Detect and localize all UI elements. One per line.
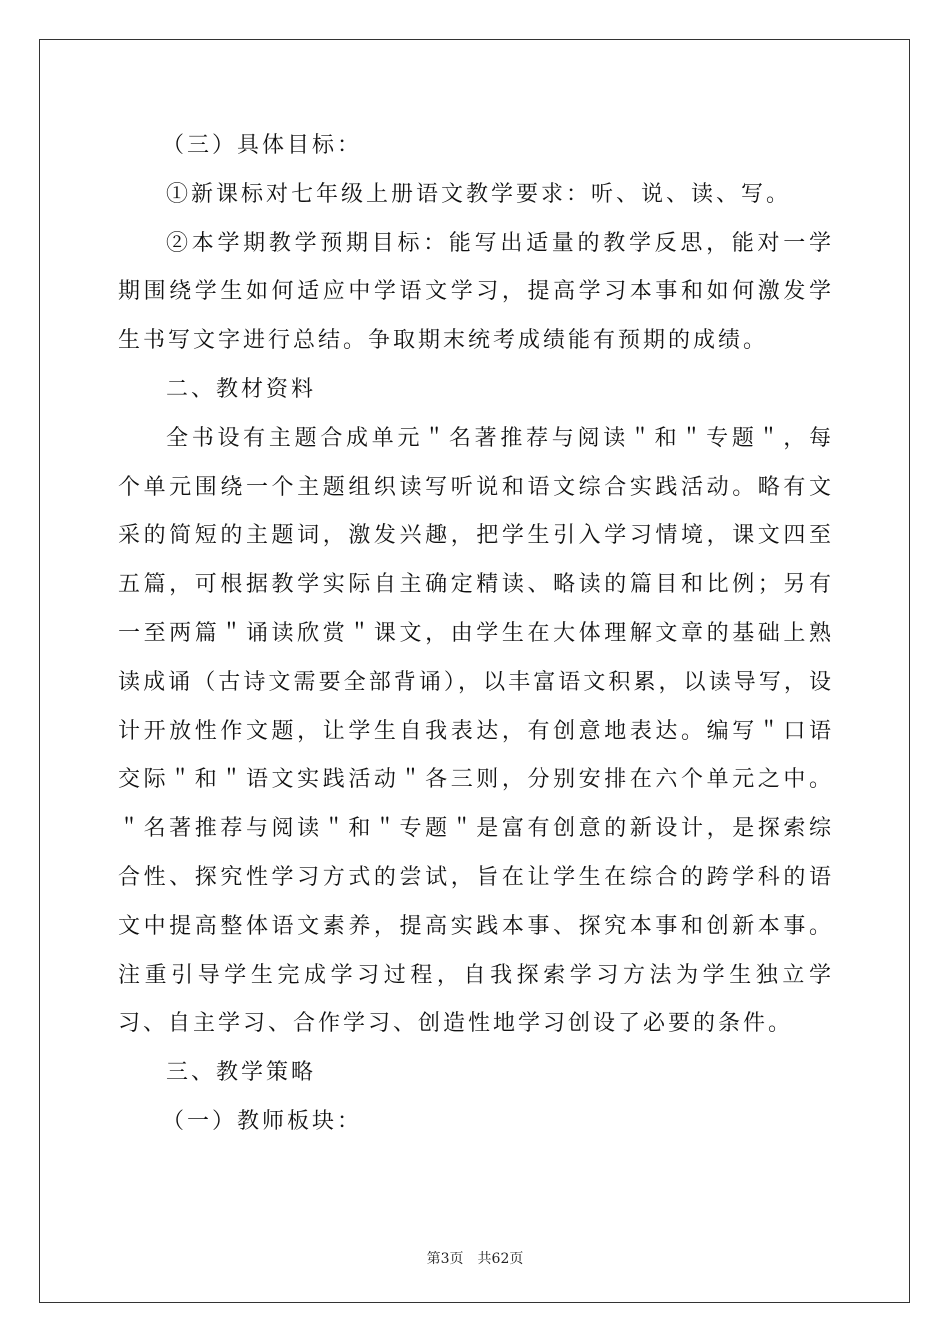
page-footer (0, 1248, 950, 1268)
paragraph-goal-2: ②本学期教学预期目标：能写出适量的教学反思，能对一学期围绕学生如何适应中学语文学习，提高学习本事和如何激发学生书写文字进行总结。争取期末统考成绩能有预期的成绩。 (118, 230, 834, 354)
document-body (118, 122, 834, 1147)
paragraph-materials: 全书设有主题合成单元＂名著推荐与阅读＂和＂专题＂，每个单元围绕一个主题组织读写听说和语文综合实践活动。略有文采的简短的主题词，激发兴趣，把学生引入学习情境，课文四至五篇，可根据教学实际自主确定精读、略读的篇目和比例；另有一至两篇＂诵读欣赏＂课文，由学生在大体理解文章的基础上熟读成诵（古诗文需要全部背诵），以丰富语文积累，以读导写，设计开放性作文题，让学生自我表达，有创意地表达。编写＂口语交际＂和＂语文实践活动＂各三则，分别安排在六个单元之中。＂名著推荐与阅读＂和＂专题＂是富有创意的新设计，是探索综合性、探究性学习方式的尝试，旨在让学生在综合的跨学科的语文中提高整体语文素养，提高实践本事、探究本事和创新本事。注重引导学生完成学习过程，自我探索学习方法为学生独立学习、自主学习、合作学习、创造性地学习创设了必要的条件。 (118, 425, 834, 1037)
section-heading-materials: 二、教材资料 (166, 376, 317, 402)
subheading-teacher-section: （一）教师板块： (162, 1108, 363, 1134)
total-pages: 共62页 (477, 1251, 524, 1267)
page-number: 第3页 (426, 1251, 464, 1267)
subheading-specific-goals: （三）具体目标： (162, 133, 363, 158)
paragraph-goal-1: ①新课标对七年级上册语文教学要求：听、说、读、写。 (166, 181, 792, 207)
section-heading-strategy: 三、教学策略 (166, 1060, 317, 1086)
